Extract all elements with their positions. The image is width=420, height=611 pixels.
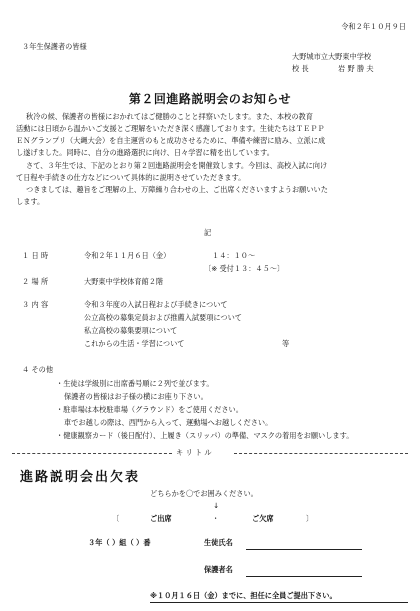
other-item: ・健康観察カード（後日配付）、上履き（スリッパ）の準備、マスクの着用をお願いします。 (56, 431, 354, 440)
deadline-underline (150, 602, 408, 603)
guardian-name-label: 保護者名 (204, 565, 233, 574)
place-label: ２ 場 所 (22, 277, 49, 286)
content-item: これからの生活・学習について (84, 339, 185, 348)
attend-option[interactable]: ご出席 (150, 514, 172, 523)
bracket-open: 〔 (112, 514, 120, 523)
guardian-name-field[interactable] (246, 576, 362, 577)
cut-line-left (12, 453, 172, 454)
other-item: ・駐車場は本校駐車場（グラウンド）をご使用ください。 (56, 405, 243, 414)
other-label: ４ その他 (22, 365, 54, 374)
absent-option[interactable]: ご欠席 (252, 514, 274, 523)
date: 令和２年１０月９日 (341, 22, 406, 31)
other-item: ・生徒は学級別に出席番号順に２列で並びます。 (56, 379, 214, 388)
option-separator: ・ (212, 514, 220, 523)
content-item: 公立高校の募集定員および推薦入試要項について (84, 313, 242, 322)
school-name: 大野城市立大野東中学校 (292, 52, 372, 61)
paragraph-3-line-2: します。 (16, 197, 45, 206)
date-label: １ 日 時 (22, 251, 49, 260)
content-label: ３ 内 容 (22, 300, 49, 309)
place-value: 大野東中学校体育館２階 (84, 277, 164, 286)
paragraph-3-line-1: つきましては、趣旨をご理解の上、万障繰り合わせの上、ご出席くださいますようお願いいた (26, 185, 328, 194)
paragraph-1-line-3: ＥＮグランプリ（大縄大会）を自主運営のもと成功させるために、準備や練習に励み、立派に成 (16, 136, 326, 145)
class-number-line: ３年（ ）組（ ）番 (88, 538, 151, 547)
time-value: １４：１０～ (212, 251, 256, 260)
arrow-down-icon: ↓ (213, 501, 220, 510)
content-item: 令和３年度の入試日程および手続きについて (84, 300, 228, 309)
content-item: 私立高校の募集要項について (84, 326, 178, 335)
page-title: 第２回進路説明会のお知らせ (128, 92, 292, 106)
cut-line-right (234, 453, 408, 454)
paragraph-1-line-4: し遂げました。同時に、自分の進路選択に向け、日々学習に精を出しています。 (16, 148, 274, 157)
content-etc: 等 (282, 339, 290, 348)
paragraph-2-line-2: て日程や手続きの仕方などについて具体的に説明させていただきます。 (16, 173, 246, 182)
recipient: ３年生保護者の皆様 (22, 42, 87, 51)
other-item: 保護者の皆様はお子様の横にお座り下さい。 (64, 392, 208, 401)
principal-title: 校 長 (292, 64, 309, 73)
deadline-note: ※１０月１６日（金）までに、担任に全員ご提出下さい。 (150, 591, 337, 600)
other-item: 車でお越しの際は、西門から入って、運動場へお越しください。 (64, 418, 273, 427)
student-name-label: 生徒氏名 (204, 538, 233, 547)
reception-time: 〔※ 受付１３：４５～〕 (204, 264, 285, 273)
date-value: 令和２年１１月６日（金） (84, 251, 171, 260)
principal-name: 岩 野 勝 夫 (338, 64, 374, 73)
paragraph-1-line-1: 秋冷の候、保護者の皆様におかれてはご健勝のことと拝察いたします。また、本校の教育 (26, 112, 313, 121)
ki-heading: 記 (204, 228, 212, 237)
form-title: 進路説明会出欠表 (20, 470, 141, 485)
paragraph-2-line-1: さて、３年生では、下記のとおり第２回進路説明会を開催致します。今回は、高校入試に向け (26, 161, 328, 170)
student-name-field[interactable] (246, 549, 362, 550)
bracket-close: 〕 (306, 514, 314, 523)
cut-line-label: キ リ ト ル (176, 448, 212, 457)
form-instruction: どちらかを〇でお囲みください。 (150, 489, 258, 498)
paragraph-1-line-2: 活動には日頃から温かいご支援とご理解をいただき深く感謝しております。生徒たちはＴＥＰＰ (16, 124, 325, 133)
